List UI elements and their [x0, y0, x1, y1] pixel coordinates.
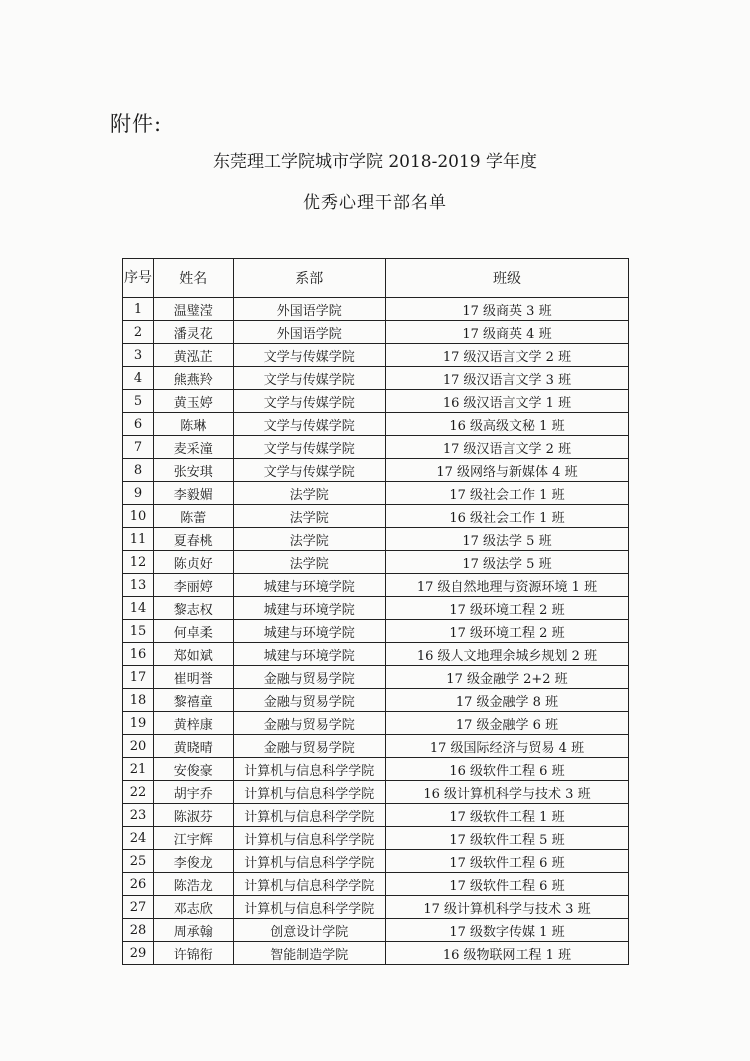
table-row	[123, 344, 629, 367]
cell-dept: 计算机与信息科学学院	[233, 758, 385, 781]
cell-class: 17 级金融学 8 班	[385, 689, 628, 712]
cell-dept: 计算机与信息科学学院	[233, 896, 385, 919]
cell-name: 张安琪	[153, 459, 233, 482]
cell-name: 江宇辉	[153, 827, 233, 850]
table-row	[123, 620, 629, 643]
cell-name: 何卓柔	[153, 620, 233, 643]
table-row	[123, 919, 629, 942]
cell-class: 17 级金融学 6 班	[385, 712, 628, 735]
cell-name: 黄泓芷	[153, 344, 233, 367]
cell-dept: 法学院	[233, 528, 385, 551]
cell-class: 17 级商英 4 班	[385, 321, 628, 344]
cell-name: 陈琳	[153, 413, 233, 436]
cell-no: 8	[123, 459, 154, 482]
cell-name: 陈贞好	[153, 551, 233, 574]
table-row	[123, 827, 629, 850]
cell-class: 17 级社会工作 1 班	[385, 482, 628, 505]
cell-dept: 外国语学院	[233, 321, 385, 344]
cell-dept: 金融与贸易学院	[233, 666, 385, 689]
cell-dept: 文学与传媒学院	[233, 413, 385, 436]
cell-name: 潘灵花	[153, 321, 233, 344]
cell-class: 17 级商英 3 班	[385, 298, 628, 321]
cell-class: 16 级物联网工程 1 班	[385, 942, 628, 965]
cell-dept: 城建与环境学院	[233, 643, 385, 666]
cell-name: 李毅媚	[153, 482, 233, 505]
cell-name: 黄玉婷	[153, 390, 233, 413]
cell-name: 陈浩龙	[153, 873, 233, 896]
cell-dept: 计算机与信息科学学院	[233, 804, 385, 827]
cell-name: 黄晓晴	[153, 735, 233, 758]
cell-no: 19	[123, 712, 154, 735]
cell-name: 陈蕾	[153, 505, 233, 528]
table-row	[123, 942, 629, 965]
cell-class: 16 级计算机科学与技术 3 班	[385, 781, 628, 804]
cell-name: 熊燕羚	[153, 367, 233, 390]
table-row	[123, 643, 629, 666]
table-row	[123, 298, 629, 321]
cell-name: 黎禧童	[153, 689, 233, 712]
cell-dept: 城建与环境学院	[233, 597, 385, 620]
cell-dept: 城建与环境学院	[233, 620, 385, 643]
table-row	[123, 390, 629, 413]
header-dept: 系部	[233, 259, 385, 298]
cell-no: 13	[123, 574, 154, 597]
cell-dept: 法学院	[233, 482, 385, 505]
cell-no: 15	[123, 620, 154, 643]
cell-no: 24	[123, 827, 154, 850]
header-no: 序号	[123, 259, 154, 298]
cell-no: 4	[123, 367, 154, 390]
document-title: 东莞理工学院城市学院 2018-2019 学年度	[212, 152, 538, 172]
cell-class: 17 级网络与新媒体 4 班	[385, 459, 628, 482]
table-row	[123, 896, 629, 919]
cell-name: 温璧滢	[153, 298, 233, 321]
cell-class: 16 级软件工程 6 班	[385, 758, 628, 781]
cell-class: 17 级法学 5 班	[385, 528, 628, 551]
table-row	[123, 735, 629, 758]
cell-dept: 文学与传媒学院	[233, 436, 385, 459]
cell-dept: 金融与贸易学院	[233, 712, 385, 735]
cell-no: 14	[123, 597, 154, 620]
table-row	[123, 482, 629, 505]
cell-dept: 文学与传媒学院	[233, 344, 385, 367]
table-row	[123, 850, 629, 873]
table-row	[123, 413, 629, 436]
table-row	[123, 597, 629, 620]
cell-name: 许锦衔	[153, 942, 233, 965]
cell-dept: 计算机与信息科学学院	[233, 873, 385, 896]
cell-class: 17 级汉语言文学 2 班	[385, 436, 628, 459]
cell-name: 周承翰	[153, 919, 233, 942]
cell-class: 17 级汉语言文学 2 班	[385, 344, 628, 367]
table-row	[123, 436, 629, 459]
cell-dept: 金融与贸易学院	[233, 689, 385, 712]
cell-no: 1	[123, 298, 154, 321]
table-row	[123, 758, 629, 781]
table-row	[123, 321, 629, 344]
cell-name: 李俊龙	[153, 850, 233, 873]
cell-class: 17 级国际经济与贸易 4 班	[385, 735, 628, 758]
cell-no: 28	[123, 919, 154, 942]
roster-table	[122, 258, 629, 965]
cell-class: 17 级环境工程 2 班	[385, 620, 628, 643]
cell-name: 黎志权	[153, 597, 233, 620]
cell-no: 23	[123, 804, 154, 827]
table-row	[123, 551, 629, 574]
cell-dept: 智能制造学院	[233, 942, 385, 965]
cell-class: 17 级自然地理与资源环境 1 班	[385, 574, 628, 597]
cell-class: 17 级软件工程 5 班	[385, 827, 628, 850]
cell-dept: 金融与贸易学院	[233, 735, 385, 758]
cell-name: 夏春桃	[153, 528, 233, 551]
cell-dept: 计算机与信息科学学院	[233, 827, 385, 850]
cell-dept: 城建与环境学院	[233, 574, 385, 597]
cell-class: 17 级软件工程 6 班	[385, 873, 628, 896]
cell-class: 17 级汉语言文学 3 班	[385, 367, 628, 390]
cell-no: 10	[123, 505, 154, 528]
cell-dept: 法学院	[233, 505, 385, 528]
cell-class: 17 级法学 5 班	[385, 551, 628, 574]
cell-name: 黄梓康	[153, 712, 233, 735]
cell-no: 21	[123, 758, 154, 781]
cell-class: 17 级环境工程 2 班	[385, 597, 628, 620]
cell-no: 20	[123, 735, 154, 758]
table-row	[123, 666, 629, 689]
table-row	[123, 459, 629, 482]
cell-no: 18	[123, 689, 154, 712]
cell-dept: 计算机与信息科学学院	[233, 850, 385, 873]
attachment-label: 附件:	[110, 112, 163, 136]
table-row	[123, 528, 629, 551]
table-header-row	[123, 259, 629, 298]
cell-dept: 文学与传媒学院	[233, 367, 385, 390]
header-name: 姓名	[153, 259, 233, 298]
table-row	[123, 873, 629, 896]
table-row	[123, 781, 629, 804]
table-row	[123, 367, 629, 390]
cell-no: 6	[123, 413, 154, 436]
cell-no: 2	[123, 321, 154, 344]
cell-class: 17 级数字传媒 1 班	[385, 919, 628, 942]
cell-no: 9	[123, 482, 154, 505]
cell-dept: 文学与传媒学院	[233, 459, 385, 482]
cell-dept: 法学院	[233, 551, 385, 574]
cell-dept: 文学与传媒学院	[233, 390, 385, 413]
cell-dept: 计算机与信息科学学院	[233, 781, 385, 804]
cell-class: 16 级汉语言文学 1 班	[385, 390, 628, 413]
cell-no: 17	[123, 666, 154, 689]
table-row	[123, 505, 629, 528]
cell-class: 16 级高级文秘 1 班	[385, 413, 628, 436]
cell-name: 邓志欣	[153, 896, 233, 919]
cell-no: 7	[123, 436, 154, 459]
cell-name: 麦采潼	[153, 436, 233, 459]
cell-name: 崔明誉	[153, 666, 233, 689]
document-subtitle: 优秀心理干部名单	[303, 193, 447, 213]
cell-no: 5	[123, 390, 154, 413]
table-row	[123, 712, 629, 735]
cell-name: 李丽婷	[153, 574, 233, 597]
cell-dept: 创意设计学院	[233, 919, 385, 942]
cell-class: 17 级金融学 2+2 班	[385, 666, 628, 689]
cell-no: 26	[123, 873, 154, 896]
cell-no: 16	[123, 643, 154, 666]
cell-class: 17 级计算机科学与技术 3 班	[385, 896, 628, 919]
cell-name: 胡宇乔	[153, 781, 233, 804]
table-row	[123, 804, 629, 827]
table-row	[123, 574, 629, 597]
cell-class: 17 级软件工程 6 班	[385, 850, 628, 873]
table-row	[123, 689, 629, 712]
cell-no: 29	[123, 942, 154, 965]
cell-class: 16 级人文地理余城乡规划 2 班	[385, 643, 628, 666]
cell-name: 郑如斌	[153, 643, 233, 666]
cell-dept: 外国语学院	[233, 298, 385, 321]
header-class: 班级	[385, 259, 628, 298]
cell-name: 安俊豪	[153, 758, 233, 781]
table-body	[123, 298, 629, 965]
cell-no: 22	[123, 781, 154, 804]
cell-no: 27	[123, 896, 154, 919]
cell-no: 12	[123, 551, 154, 574]
cell-no: 11	[123, 528, 154, 551]
cell-name: 陈淑芬	[153, 804, 233, 827]
cell-class: 17 级软件工程 1 班	[385, 804, 628, 827]
cell-no: 3	[123, 344, 154, 367]
cell-class: 16 级社会工作 1 班	[385, 505, 628, 528]
cell-no: 25	[123, 850, 154, 873]
